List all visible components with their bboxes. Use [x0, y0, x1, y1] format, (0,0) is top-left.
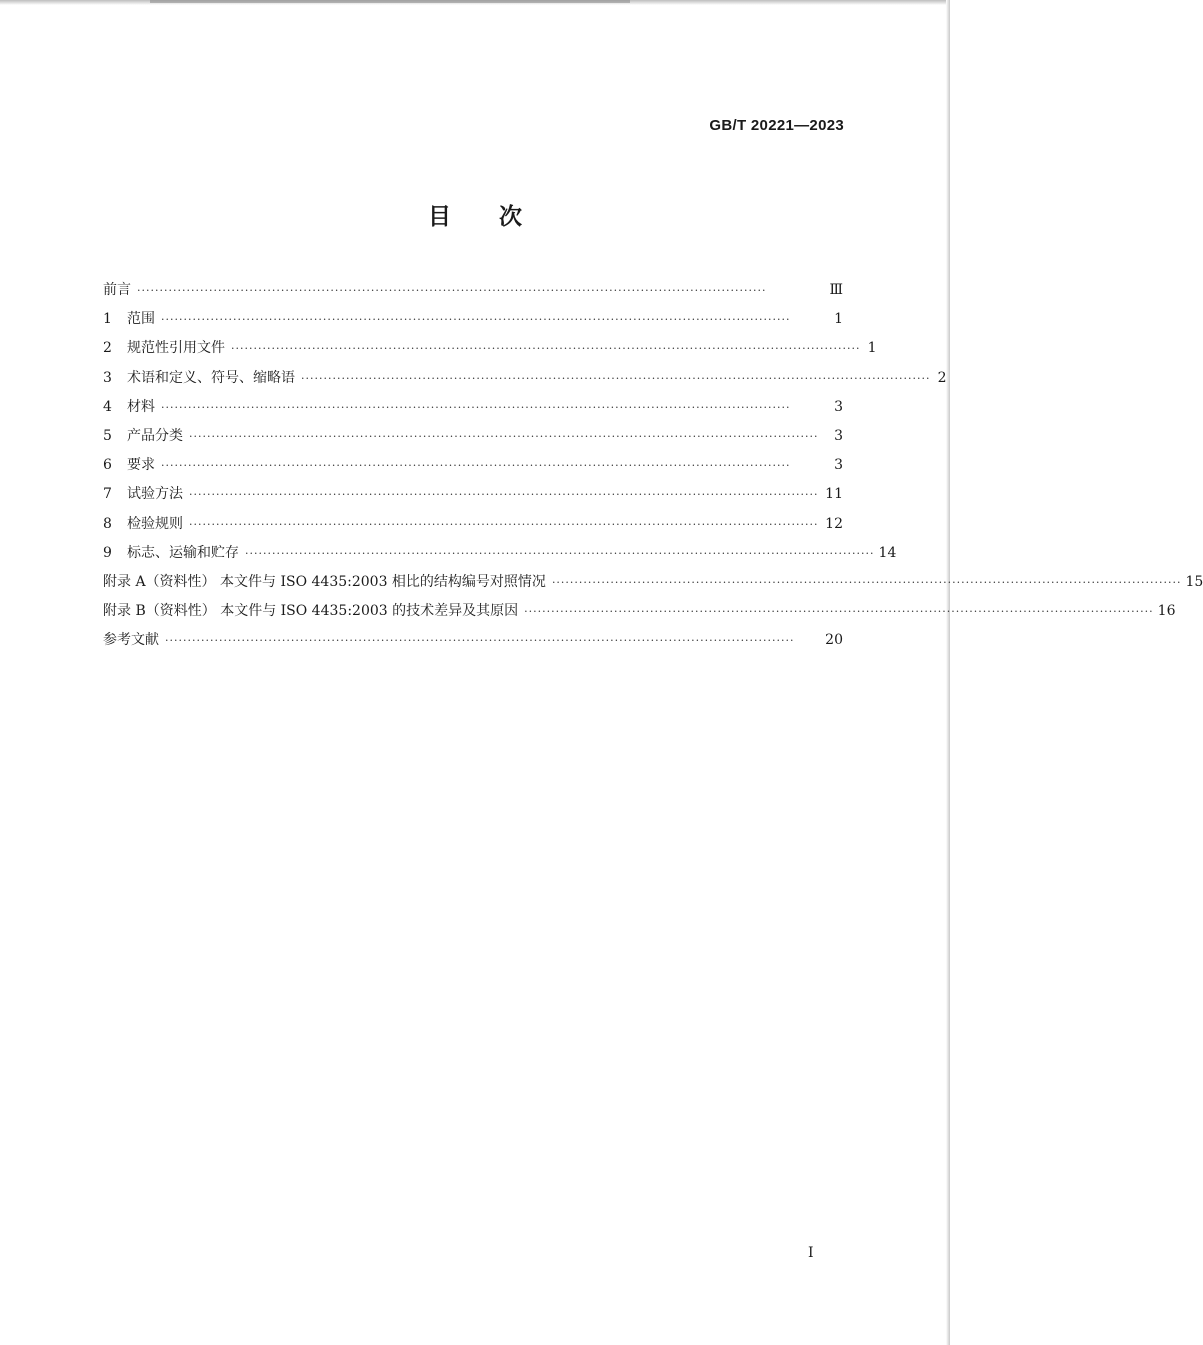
toc-entry-7[interactable] [103, 480, 843, 509]
toc-entry-label: 试验方法 [127, 486, 183, 503]
page-number: I [808, 1245, 814, 1261]
toc-entry-1[interactable] [103, 305, 843, 334]
toc-dot-leader: ············································································································································ [245, 546, 875, 560]
table-of-contents [103, 276, 1203, 655]
toc-entry-number: 1 [103, 311, 112, 328]
toc-dot-leader: ············································································································································ [161, 400, 791, 414]
toc-entry-label: 附录 B（资料性） 本文件与 ISO 4435:2003 的技术差异及其原因 [103, 603, 519, 620]
toc-entry-page: 3 [834, 427, 843, 444]
toc-entry-label: 前言 [103, 282, 131, 298]
toc-entry-2[interactable] [103, 334, 877, 363]
toc-dot-leader: ············································································································································ [161, 459, 791, 473]
toc-entry-page: 20 [825, 632, 843, 649]
toc-entry-annex-a[interactable] [103, 568, 1203, 597]
toc-entry-label: 产品分类 [127, 427, 183, 444]
toc-entry-page: 12 [825, 515, 843, 532]
toc-entry-label: 参考文献 [103, 632, 159, 649]
toc-entry-page: 3 [834, 457, 843, 474]
toc-entry-page: 16 [1157, 603, 1176, 620]
toc-entry-label: 要求 [127, 457, 155, 474]
toc-entry-4[interactable] [103, 393, 843, 422]
toc-entry-3[interactable] [103, 364, 947, 393]
standard-number: GB/T 20221—2023 [709, 117, 844, 134]
toc-entry-number: 4 [103, 398, 112, 415]
toc-entry-label: 规范性引用文件 [127, 340, 225, 357]
toc-entry-label: 范围 [127, 311, 155, 328]
toc-entry-annex-b[interactable] [103, 597, 1176, 626]
toc-entry-page: 14 [878, 544, 897, 561]
toc-dot-leader: ············································································································································ [189, 488, 819, 502]
toc-entry-number: 7 [103, 486, 112, 503]
toc-entry-8[interactable] [103, 510, 843, 539]
toc-dot-leader: ············································································································································ [551, 575, 1182, 589]
toc-entry-number: 9 [103, 544, 112, 561]
toc-entry-label: 附录 A（资料性） 本文件与 ISO 4435:2003 相比的结构编号对照情况 [103, 573, 546, 590]
toc-entry-bibliography[interactable] [103, 626, 843, 655]
toc-entry-label: 术语和定义、符号、缩略语 [127, 369, 295, 386]
toc-entry-6[interactable] [103, 451, 843, 480]
page-title: 目次 [428, 204, 570, 230]
toc-entry-page: 15 [1185, 573, 1203, 590]
toc-entry-5[interactable] [103, 422, 843, 451]
toc-entry-label: 材料 [127, 398, 155, 415]
toc-entry-number: 8 [103, 515, 112, 532]
toc-entry-page: 11 [825, 486, 843, 503]
toc-dot-leader: ············································································································································ [137, 284, 767, 297]
toc-entry-number: 2 [103, 340, 112, 357]
toc-dot-leader: ············································································································································ [165, 634, 795, 648]
toc-entry-page: 3 [834, 398, 843, 415]
toc-entry-page: 1 [867, 340, 877, 357]
toc-dot-leader: ············································································································································ [161, 313, 791, 327]
scan-artifact-line [150, 0, 630, 3]
toc-entry-foreword[interactable] [103, 276, 843, 305]
toc-dot-leader: ············································································································································ [189, 429, 819, 443]
toc-dot-leader: ············································································································································ [301, 371, 931, 385]
toc-dot-leader: ············································································································································ [231, 342, 861, 356]
toc-entry-page: Ⅲ [829, 282, 843, 298]
toc-entry-number: 3 [103, 369, 112, 386]
toc-entry-page: 1 [834, 311, 843, 328]
toc-entry-label: 检验规则 [127, 515, 183, 532]
toc-entry-number: 6 [103, 457, 112, 474]
toc-dot-leader: ············································································································································ [524, 605, 1154, 619]
toc-entry-page: 2 [937, 369, 947, 386]
toc-entry-9[interactable] [103, 539, 897, 568]
toc-dot-leader: ············································································································································ [189, 517, 819, 531]
toc-entry-number: 5 [103, 427, 112, 444]
toc-entry-label: 标志、运输和贮存 [127, 544, 239, 561]
